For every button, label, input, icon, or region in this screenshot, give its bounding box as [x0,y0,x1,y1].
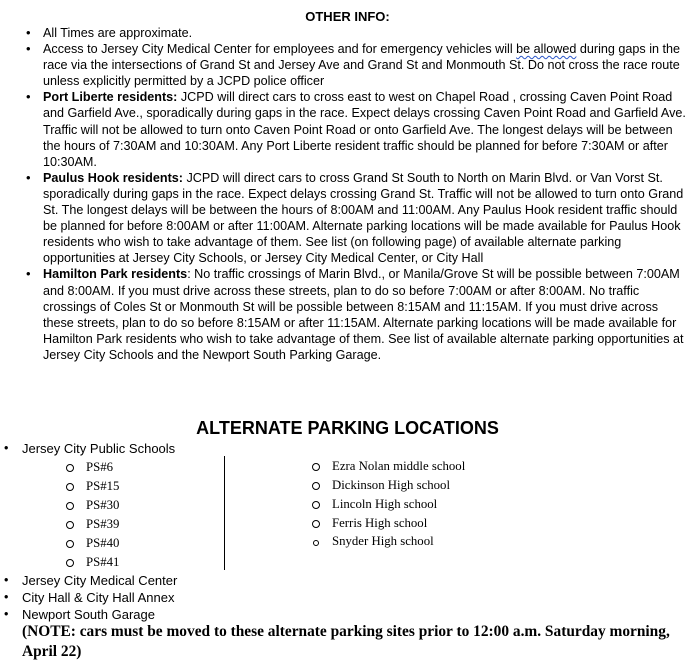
list-item-paulus-hook: • Paulus Hook residents: JCPD will direct cars to cross Grand St South to North on Marin Blvd. or Van Vorst St. sporadically during gaps in the race. Expect delays crossing Grand St. Traffic will not be allowed to turn onto Grand St. The longest delays will be between the hours of 8:00AM and 11:00AM. Any Paulus Hook resident traffic should be planned for before 8:00AM or after 11:00AM. Alternate parking locations will be made available for Paulus Hook residents who wish to take advantage of them. See list (on following page) of available alternate parking opportunities at Jersey City Schools, or Jersey City Medical Center, or City Hall [26,170,692,267]
list-item: PS#15 [86,479,120,493]
circle-bullet-icon [312,520,320,528]
list-item-port-liberte: • Port Liberte residents: JCPD will direct cars to cross east to west on Chapel Road , crossing Caven Point Road and Garfield Ave., sporadically during gaps in the race. Expect delays crossing Caven Point Road and Garfield Ave. Traffic will not be allowed to turn onto Caven Point Road or onto Garfield Ave. The longest delays will be between the hours of 7:30AM and 10:30AM. Any Port Liberte resident traffic should be planned for before 7:30AM or after 10:30AM. [26,89,692,169]
circle-bullet-icon [66,540,74,548]
list-item: Snyder High school [332,534,434,548]
port-liberte-label: Port Liberte residents: [43,90,178,105]
circle-bullet-icon [66,502,74,510]
bullet-icon: • [4,441,9,455]
alternate-parking-title: ALTERNATE PARKING LOCATIONS [196,418,499,438]
list-item-times: • All Times are approximate. [26,25,692,41]
bullet-icon: • [4,573,9,587]
newport-garage-label: Newport South Garage [22,607,155,622]
circle-bullet-icon [66,521,74,529]
list-item: PS#40 [86,536,120,550]
circle-bullet-icon [312,463,320,471]
parking-note: (NOTE: cars must be moved to these alternate parking sites prior to 12:00 a.m. Saturday morning, April 22) [22,623,670,660]
hamilton-park-label: Hamilton Park residents [43,267,188,282]
paulus-hook-label: Paulus Hook residents: [43,170,183,185]
bullet-icon: • [4,607,9,621]
list-item: PS#41 [86,555,120,569]
list-item-hamilton-park: • Hamilton Park residents: No traffic crossings of Marin Blvd., or Manila/Grove St will be possible between 7:00AM and 8:00AM. If you must drive across these streets, plan to do so before 7:00AM or after 8:00AM. No traffic crossings of Coles St or Monmouth St will be possible between 8:15AM and 11:15AM. If you must drive across these streets, plan to do so before 8:15AM or after 11:15AM. Alternate parking locations will be made available for Hamilton Park residents who wish to take advantage of them. See list of available alternate parking opportunities at Jersey City Schools and the Newport South Parking Garage. [26,266,692,363]
list-item-medical-access: • Access to Jersey City Medical Center for employees and for emergency vehicles will be allowed during gaps in the race via the intersections of Grand St and Jersey Ave and Grand St and Monmouth St. Do not cross the race route unless explicitly permitted by a JCPD police officer [26,41,692,89]
list-item: Ferris High school [332,516,428,530]
spellcheck-underlined-text: be allowed [516,42,577,57]
public-schools-label: Jersey City Public Schools [22,441,176,456]
bullet-icon: • [4,590,9,604]
list-item: Lincoln High school [332,497,438,511]
list-item: PS#39 [86,517,120,531]
circle-bullet-icon [66,559,74,567]
circle-bullet-icon [312,501,320,509]
list-item: PS#30 [86,498,120,512]
list-item: Ezra Nolan middle school [332,459,466,473]
list-item: PS#6 [86,460,114,474]
list-item: Dickinson High school [332,478,451,492]
column-divider [224,456,225,570]
circle-bullet-icon [312,482,320,490]
circle-bullet-icon [66,483,74,491]
medical-center-label: Jersey City Medical Center [22,573,178,588]
city-hall-label: City Hall & City Hall Annex [22,590,175,605]
other-info-title: OTHER INFO: [305,9,390,24]
other-info-list [26,25,692,363]
circle-bullet-icon [313,540,319,546]
circle-bullet-icon [66,464,74,472]
